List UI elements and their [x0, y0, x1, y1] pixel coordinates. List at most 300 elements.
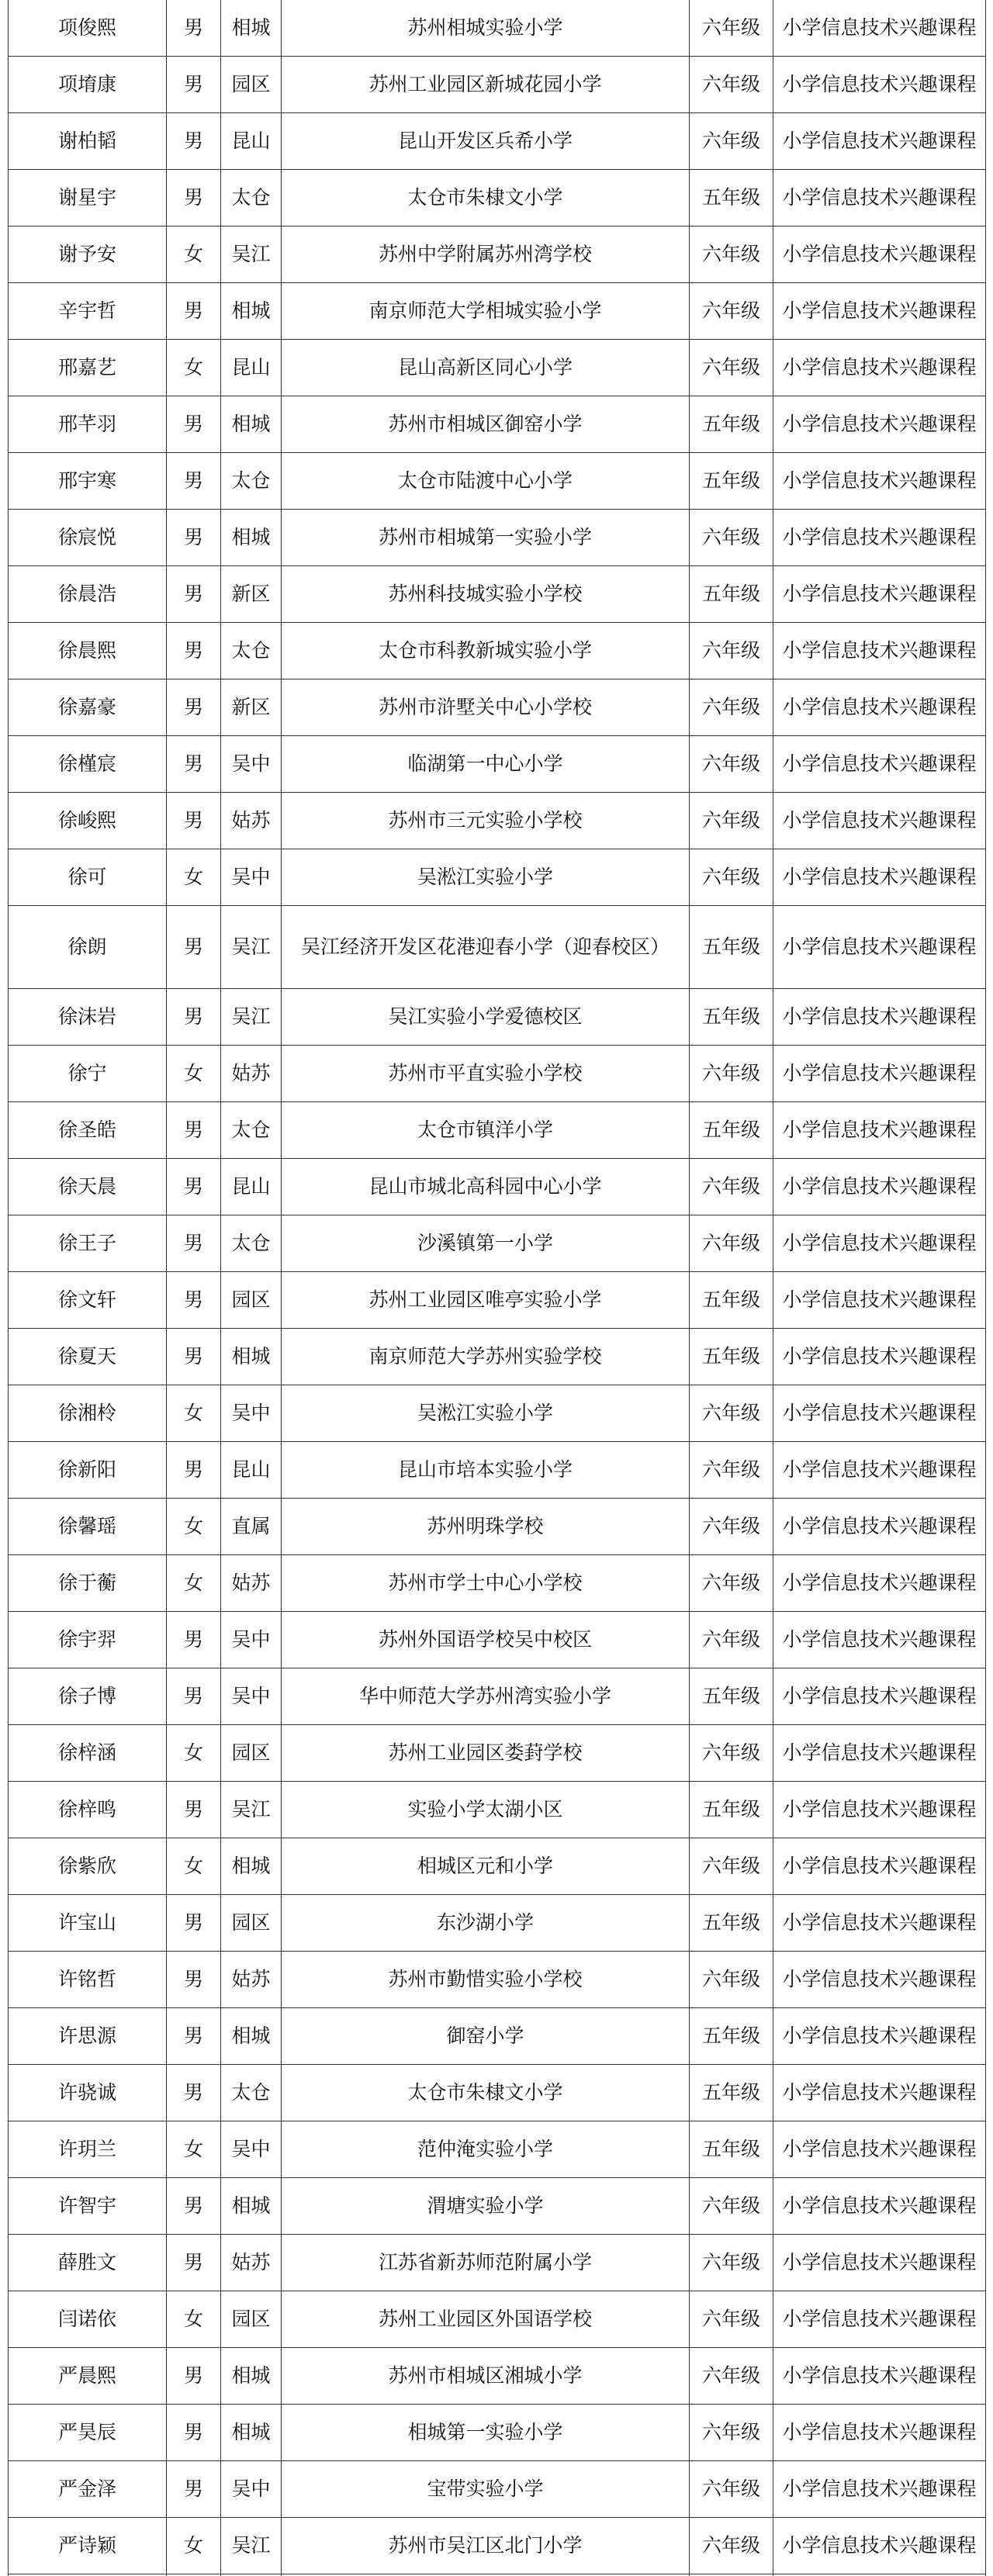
grade-cell: 六年级 [690, 2461, 773, 2518]
course-cell: 小学信息技术兴趣课程 [773, 906, 986, 989]
table-row [9, 57, 986, 113]
table-row [9, 283, 986, 340]
gender-cell: 男 [167, 2235, 221, 2291]
student-name-cell: 徐可 [9, 849, 167, 906]
school-cell: 昆山市城北高科园中心小学 [282, 1159, 690, 1215]
school-cell: 苏州明珠学校 [282, 1499, 690, 1555]
school-cell: 宝带实验小学 [282, 2461, 690, 2518]
course-cell: 小学信息技术兴趣课程 [773, 849, 986, 906]
table-row [9, 1612, 986, 1668]
table-row [9, 1499, 986, 1555]
grade-cell: 六年级 [690, 2518, 773, 2574]
school-cell: 相城第一实验小学 [282, 2405, 690, 2461]
table-row [9, 226, 986, 283]
course-cell: 小学信息技术兴趣课程 [773, 2178, 986, 2235]
gender-cell: 男 [167, 1952, 221, 2008]
grade-cell: 五年级 [690, 1102, 773, 1159]
gender-cell: 男 [167, 57, 221, 113]
school-cell: 南京师范大学苏州实验学校 [282, 1329, 690, 1385]
gender-cell: 女 [167, 1385, 221, 1442]
course-cell: 小学信息技术兴趣课程 [773, 113, 986, 170]
grade-cell: 六年级 [690, 226, 773, 283]
school-cell: 苏州市勤惜实验小学校 [282, 1952, 690, 2008]
gender-cell: 男 [167, 793, 221, 849]
grade-cell: 五年级 [690, 1272, 773, 1329]
gender-cell: 女 [167, 1838, 221, 1895]
district-cell: 新区 [221, 566, 282, 623]
student-name-cell: 项俊熙 [9, 0, 167, 57]
course-cell: 小学信息技术兴趣课程 [773, 793, 986, 849]
student-name-cell: 许思源 [9, 2008, 167, 2065]
district-cell: 吴中 [221, 849, 282, 906]
student-name-cell: 邢芊羽 [9, 396, 167, 453]
student-name-cell: 谢柏韬 [9, 113, 167, 170]
district-cell: 姑苏 [221, 1046, 282, 1102]
school-cell: 苏州市学士中心小学校 [282, 1555, 690, 1612]
student-name-cell: 徐晨浩 [9, 566, 167, 623]
gender-cell: 男 [167, 1215, 221, 1272]
student-name-cell: 邢嘉艺 [9, 340, 167, 396]
district-cell: 相城 [221, 0, 282, 57]
course-cell: 小学信息技术兴趣课程 [773, 566, 986, 623]
school-cell: 苏州市浒墅关中心小学校 [282, 679, 690, 736]
student-name-cell: 徐夏天 [9, 1329, 167, 1385]
student-name-cell: 徐峻熙 [9, 793, 167, 849]
gender-cell: 男 [167, 2008, 221, 2065]
district-cell: 园区 [221, 57, 282, 113]
district-cell: 吴中 [221, 1612, 282, 1668]
school-cell: 苏州中学附属苏州湾学校 [282, 226, 690, 283]
table-row [9, 793, 986, 849]
course-cell: 小学信息技术兴趣课程 [773, 2348, 986, 2405]
student-name-cell: 徐王子 [9, 1215, 167, 1272]
grade-cell: 六年级 [690, 1612, 773, 1668]
grade-cell: 六年级 [690, 623, 773, 679]
table-row [9, 1102, 986, 1159]
student-name-cell: 徐新阳 [9, 1442, 167, 1499]
district-cell: 园区 [221, 1272, 282, 1329]
gender-cell: 男 [167, 0, 221, 57]
grade-cell: 六年级 [690, 2405, 773, 2461]
gender-cell: 男 [167, 2178, 221, 2235]
table-row [9, 1159, 986, 1215]
table-row [9, 1329, 986, 1385]
grade-cell: 五年级 [690, 1782, 773, 1838]
student-name-cell: 许宝山 [9, 1895, 167, 1952]
school-cell: 江苏省新苏师范附属小学 [282, 2235, 690, 2291]
table-row [9, 340, 986, 396]
district-cell: 园区 [221, 2291, 282, 2348]
grade-cell: 六年级 [690, 2291, 773, 2348]
table-row [9, 1555, 986, 1612]
course-cell: 小学信息技术兴趣课程 [773, 1215, 986, 1272]
table-row [9, 566, 986, 623]
grade-cell: 五年级 [690, 170, 773, 226]
table-row [9, 1895, 986, 1952]
district-cell: 相城 [221, 283, 282, 340]
student-name-cell: 徐宁 [9, 1046, 167, 1102]
district-cell: 姑苏 [221, 2235, 282, 2291]
school-cell: 苏州科技城实验小学校 [282, 566, 690, 623]
school-cell: 苏州市相城区湘城小学 [282, 2348, 690, 2405]
gender-cell: 男 [167, 1329, 221, 1385]
school-cell: 东沙湖小学 [282, 1895, 690, 1952]
course-cell: 小学信息技术兴趣课程 [773, 1895, 986, 1952]
student-name-cell: 徐馨瑶 [9, 1499, 167, 1555]
grade-cell: 六年级 [690, 2178, 773, 2235]
school-cell: 吴淞江实验小学 [282, 1385, 690, 1442]
student-name-cell: 徐湘柃 [9, 1385, 167, 1442]
gender-cell: 男 [167, 1102, 221, 1159]
district-cell: 相城 [221, 1329, 282, 1385]
student-name-cell: 徐梓鸣 [9, 1782, 167, 1838]
district-cell: 太仓 [221, 170, 282, 226]
grade-cell: 五年级 [690, 2121, 773, 2178]
table-row [9, 1046, 986, 1102]
table-row [9, 623, 986, 679]
grade-cell: 六年级 [690, 510, 773, 566]
course-cell: 小学信息技术兴趣课程 [773, 623, 986, 679]
table-row [9, 1725, 986, 1782]
gender-cell: 男 [167, 679, 221, 736]
gender-cell: 女 [167, 1725, 221, 1782]
grade-cell: 六年级 [690, 283, 773, 340]
table-row [9, 2348, 986, 2405]
course-cell: 小学信息技术兴趣课程 [773, 1159, 986, 1215]
course-cell: 小学信息技术兴趣课程 [773, 1838, 986, 1895]
school-cell: 昆山市培本实验小学 [282, 1442, 690, 1499]
student-name-cell: 严诗颖 [9, 2518, 167, 2574]
table-row [9, 2235, 986, 2291]
gender-cell: 男 [167, 1668, 221, 1725]
table-row [9, 1215, 986, 1272]
course-cell: 小学信息技术兴趣课程 [773, 170, 986, 226]
grade-cell: 五年级 [690, 566, 773, 623]
student-name-cell: 徐宸悦 [9, 510, 167, 566]
grade-cell: 六年级 [690, 1385, 773, 1442]
course-cell: 小学信息技术兴趣课程 [773, 2518, 986, 2574]
district-cell: 相城 [221, 1838, 282, 1895]
school-cell: 苏州工业园区外国语学校 [282, 2291, 690, 2348]
course-cell: 小学信息技术兴趣课程 [773, 2291, 986, 2348]
course-cell: 小学信息技术兴趣课程 [773, 510, 986, 566]
course-cell: 小学信息技术兴趣课程 [773, 2121, 986, 2178]
gender-cell: 男 [167, 736, 221, 793]
school-cell: 苏州市相城第一实验小学 [282, 510, 690, 566]
grade-cell: 五年级 [690, 2008, 773, 2065]
course-cell: 小学信息技术兴趣课程 [773, 283, 986, 340]
table-row [9, 2121, 986, 2178]
district-cell: 吴中 [221, 1668, 282, 1725]
student-name-cell: 谢予安 [9, 226, 167, 283]
student-roster-table [8, 0, 986, 2576]
grade-cell: 六年级 [690, 340, 773, 396]
course-cell: 小学信息技术兴趣课程 [773, 0, 986, 57]
school-cell: 苏州外国语学校吴中校区 [282, 1612, 690, 1668]
table-row [9, 2518, 986, 2574]
table-row [9, 906, 986, 989]
student-name-cell: 严晨熙 [9, 2348, 167, 2405]
gender-cell: 男 [167, 113, 221, 170]
district-cell: 昆山 [221, 113, 282, 170]
gender-cell: 男 [167, 1442, 221, 1499]
table-row [9, 989, 986, 1046]
gender-cell: 男 [167, 453, 221, 510]
course-cell: 小学信息技术兴趣课程 [773, 2065, 986, 2121]
course-cell: 小学信息技术兴趣课程 [773, 1046, 986, 1102]
student-name-cell: 薛胜文 [9, 2235, 167, 2291]
gender-cell: 男 [167, 1612, 221, 1668]
grade-cell: 六年级 [690, 0, 773, 57]
gender-cell: 男 [167, 1782, 221, 1838]
gender-cell: 女 [167, 1046, 221, 1102]
grade-cell: 六年级 [690, 1952, 773, 2008]
school-cell: 苏州市平直实验小学校 [282, 1046, 690, 1102]
student-name-cell: 邢宇寒 [9, 453, 167, 510]
district-cell: 相城 [221, 396, 282, 453]
gender-cell: 女 [167, 226, 221, 283]
gender-cell: 男 [167, 623, 221, 679]
district-cell: 相城 [221, 2348, 282, 2405]
table-row [9, 1442, 986, 1499]
student-name-cell: 闫诺依 [9, 2291, 167, 2348]
table-row [9, 2008, 986, 2065]
course-cell: 小学信息技术兴趣课程 [773, 679, 986, 736]
student-name-cell: 徐槿宸 [9, 736, 167, 793]
district-cell: 太仓 [221, 2065, 282, 2121]
grade-cell: 六年级 [690, 1215, 773, 1272]
school-cell: 昆山高新区同心小学 [282, 340, 690, 396]
student-name-cell: 辛宇哲 [9, 283, 167, 340]
school-cell: 太仓市陆渡中心小学 [282, 453, 690, 510]
gender-cell: 男 [167, 2405, 221, 2461]
course-cell: 小学信息技术兴趣课程 [773, 2405, 986, 2461]
student-name-cell: 徐子博 [9, 1668, 167, 1725]
gender-cell: 女 [167, 340, 221, 396]
district-cell: 吴中 [221, 2461, 282, 2518]
grade-cell: 六年级 [690, 736, 773, 793]
district-cell: 园区 [221, 1725, 282, 1782]
grade-cell: 六年级 [690, 1499, 773, 1555]
gender-cell: 女 [167, 1555, 221, 1612]
roster-body [9, 0, 986, 2576]
student-name-cell: 严昊辰 [9, 2405, 167, 2461]
student-name-cell: 徐梓涵 [9, 1725, 167, 1782]
student-name-cell: 徐天晨 [9, 1159, 167, 1215]
school-cell: 华中师范大学苏州湾实验小学 [282, 1668, 690, 1725]
grade-cell: 六年级 [690, 57, 773, 113]
school-cell: 吴淞江实验小学 [282, 849, 690, 906]
gender-cell: 男 [167, 283, 221, 340]
student-name-cell: 徐沫岩 [9, 989, 167, 1046]
table-row [9, 0, 986, 57]
student-name-cell: 徐宇羿 [9, 1612, 167, 1668]
district-cell: 昆山 [221, 1442, 282, 1499]
course-cell: 小学信息技术兴趣课程 [773, 1385, 986, 1442]
student-name-cell: 许铭哲 [9, 1952, 167, 2008]
grade-cell: 六年级 [690, 1555, 773, 1612]
grade-cell: 五年级 [690, 1329, 773, 1385]
district-cell: 相城 [221, 2178, 282, 2235]
student-name-cell: 徐圣皓 [9, 1102, 167, 1159]
table-row [9, 849, 986, 906]
student-name-cell: 徐朗 [9, 906, 167, 989]
district-cell: 吴江 [221, 1782, 282, 1838]
gender-cell: 女 [167, 2121, 221, 2178]
table-row [9, 1838, 986, 1895]
gender-cell: 男 [167, 396, 221, 453]
school-cell: 太仓市朱棣文小学 [282, 2065, 690, 2121]
table-row [9, 2461, 986, 2518]
gender-cell: 女 [167, 2518, 221, 2574]
gender-cell: 男 [167, 1159, 221, 1215]
course-cell: 小学信息技术兴趣课程 [773, 1555, 986, 1612]
table-row [9, 396, 986, 453]
grade-cell: 六年级 [690, 793, 773, 849]
grade-cell: 五年级 [690, 906, 773, 989]
school-cell: 渭塘实验小学 [282, 2178, 690, 2235]
district-cell: 相城 [221, 2405, 282, 2461]
district-cell: 吴江 [221, 906, 282, 989]
grade-cell: 六年级 [690, 1159, 773, 1215]
district-cell: 吴中 [221, 2121, 282, 2178]
table-row [9, 2065, 986, 2121]
table-row [9, 113, 986, 170]
course-cell: 小学信息技术兴趣课程 [773, 396, 986, 453]
course-cell: 小学信息技术兴趣课程 [773, 1725, 986, 1782]
course-cell: 小学信息技术兴趣课程 [773, 736, 986, 793]
table-row [9, 510, 986, 566]
course-cell: 小学信息技术兴趣课程 [773, 1952, 986, 2008]
district-cell: 太仓 [221, 1215, 282, 1272]
school-cell: 相城区元和小学 [282, 1838, 690, 1895]
student-name-cell: 许骁诚 [9, 2065, 167, 2121]
student-name-cell: 项堉康 [9, 57, 167, 113]
table-row [9, 170, 986, 226]
gender-cell: 男 [167, 2461, 221, 2518]
school-cell: 沙溪镇第一小学 [282, 1215, 690, 1272]
course-cell: 小学信息技术兴趣课程 [773, 1499, 986, 1555]
district-cell: 姑苏 [221, 1952, 282, 2008]
student-name-cell: 谢星宇 [9, 170, 167, 226]
table-row [9, 453, 986, 510]
school-cell: 吴江经济开发区花港迎春小学（迎春校区） [282, 906, 690, 989]
course-cell: 小学信息技术兴趣课程 [773, 2008, 986, 2065]
student-name-cell: 徐文轩 [9, 1272, 167, 1329]
table-row [9, 1272, 986, 1329]
district-cell: 吴江 [221, 226, 282, 283]
school-cell: 实验小学太湖小区 [282, 1782, 690, 1838]
grade-cell: 五年级 [690, 1668, 773, 1725]
student-name-cell: 许智宇 [9, 2178, 167, 2235]
grade-cell: 六年级 [690, 1046, 773, 1102]
student-name-cell: 徐嘉豪 [9, 679, 167, 736]
school-cell: 苏州工业园区唯亭实验小学 [282, 1272, 690, 1329]
district-cell: 吴中 [221, 1385, 282, 1442]
grade-cell: 五年级 [690, 989, 773, 1046]
grade-cell: 六年级 [690, 1725, 773, 1782]
grade-cell: 五年级 [690, 2065, 773, 2121]
gender-cell: 女 [167, 1499, 221, 1555]
course-cell: 小学信息技术兴趣课程 [773, 1102, 986, 1159]
grade-cell: 六年级 [690, 2235, 773, 2291]
gender-cell: 男 [167, 2348, 221, 2405]
gender-cell: 男 [167, 510, 221, 566]
table-row [9, 2291, 986, 2348]
school-cell: 苏州市三元实验小学校 [282, 793, 690, 849]
table-row [9, 2178, 986, 2235]
grade-cell: 六年级 [690, 113, 773, 170]
district-cell: 姑苏 [221, 793, 282, 849]
district-cell: 昆山 [221, 1159, 282, 1215]
course-cell: 小学信息技术兴趣课程 [773, 989, 986, 1046]
school-cell: 御窑小学 [282, 2008, 690, 2065]
school-cell: 苏州市吴江区北门小学 [282, 2518, 690, 2574]
school-cell: 苏州相城实验小学 [282, 0, 690, 57]
district-cell: 太仓 [221, 1102, 282, 1159]
grade-cell: 六年级 [690, 679, 773, 736]
course-cell: 小学信息技术兴趣课程 [773, 453, 986, 510]
district-cell: 相城 [221, 510, 282, 566]
district-cell: 昆山 [221, 340, 282, 396]
district-cell: 园区 [221, 1895, 282, 1952]
district-cell: 太仓 [221, 453, 282, 510]
gender-cell: 男 [167, 989, 221, 1046]
grade-cell: 六年级 [690, 2348, 773, 2405]
course-cell: 小学信息技术兴趣课程 [773, 57, 986, 113]
course-cell: 小学信息技术兴趣课程 [773, 1782, 986, 1838]
grade-cell: 五年级 [690, 453, 773, 510]
gender-cell: 男 [167, 1272, 221, 1329]
course-cell: 小学信息技术兴趣课程 [773, 1442, 986, 1499]
table-row [9, 2405, 986, 2461]
district-cell: 姑苏 [221, 1555, 282, 1612]
course-cell: 小学信息技术兴趣课程 [773, 1329, 986, 1385]
district-cell: 太仓 [221, 623, 282, 679]
gender-cell: 男 [167, 1895, 221, 1952]
school-cell: 太仓市朱棣文小学 [282, 170, 690, 226]
student-name-cell: 徐晨熙 [9, 623, 167, 679]
gender-cell: 男 [167, 906, 221, 989]
district-cell: 新区 [221, 679, 282, 736]
table-row [9, 1782, 986, 1838]
grade-cell: 五年级 [690, 1895, 773, 1952]
course-cell: 小学信息技术兴趣课程 [773, 1272, 986, 1329]
table-row [9, 679, 986, 736]
gender-cell: 男 [167, 170, 221, 226]
gender-cell: 男 [167, 566, 221, 623]
grade-cell: 六年级 [690, 1442, 773, 1499]
gender-cell: 男 [167, 2065, 221, 2121]
district-cell: 吴江 [221, 989, 282, 1046]
grade-cell: 六年级 [690, 849, 773, 906]
school-cell: 太仓市镇洋小学 [282, 1102, 690, 1159]
table-row [9, 1668, 986, 1725]
course-cell: 小学信息技术兴趣课程 [773, 1668, 986, 1725]
student-name-cell: 许玥兰 [9, 2121, 167, 2178]
school-cell: 范仲淹实验小学 [282, 2121, 690, 2178]
district-cell: 相城 [221, 2008, 282, 2065]
course-cell: 小学信息技术兴趣课程 [773, 2235, 986, 2291]
district-cell: 直属 [221, 1499, 282, 1555]
table-row [9, 1385, 986, 1442]
table-row [9, 1952, 986, 2008]
gender-cell: 女 [167, 2291, 221, 2348]
course-cell: 小学信息技术兴趣课程 [773, 2461, 986, 2518]
district-cell: 吴中 [221, 736, 282, 793]
course-cell: 小学信息技术兴趣课程 [773, 226, 986, 283]
student-name-cell: 徐于蘅 [9, 1555, 167, 1612]
